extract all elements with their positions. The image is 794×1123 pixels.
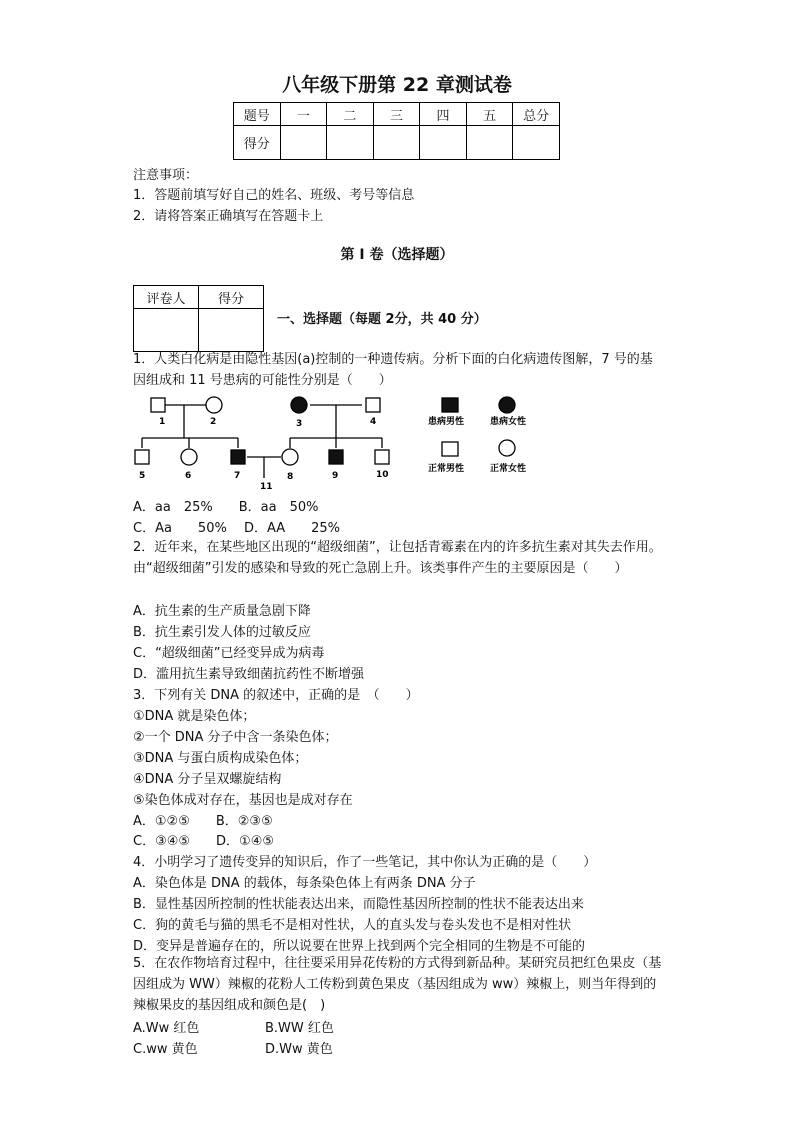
- pedigree-number: 7: [234, 471, 241, 481]
- pedigree-member-1: [151, 398, 165, 412]
- score-header-cell: 四: [420, 103, 467, 126]
- question-3-option-row: C．③④⑤ D．①④⑤: [133, 834, 275, 849]
- score-cell[interactable]: [466, 126, 513, 160]
- pedigree-chart: [130, 390, 550, 495]
- legend-label: 正常女性: [490, 464, 527, 474]
- question-5-option: A.Ww 红色: [133, 1021, 200, 1036]
- pedigree-member-4: [366, 398, 380, 412]
- question-3-option-row: A．①②⑤ B．②③⑤: [133, 814, 273, 829]
- score-header-cell: 题号: [234, 103, 281, 126]
- pedigree-member-9: [329, 450, 343, 464]
- pedigree-number: 4: [370, 417, 377, 427]
- pedigree-number: 5: [139, 471, 146, 481]
- question-3-statement: ③DNA 与蛋白质构成染色体；: [133, 751, 308, 766]
- pedigree-member-8: [282, 449, 298, 465]
- pedigree-number: 6: [185, 471, 192, 481]
- question-2-option: A．抗生素的生产质量急剧下降: [133, 604, 311, 619]
- pedigree-number: 8: [287, 472, 294, 482]
- pedigree-member-10: [375, 450, 389, 464]
- question-3-stem: 3．下列有关 DNA 的叙述中，正确的是 （ ）: [133, 688, 419, 703]
- question-3-statement: ①DNA 就是染色体；: [133, 709, 256, 724]
- question-1-option-row: A．aa 25% B．aa 50%: [133, 500, 319, 515]
- part-title: 一、选择题（每题 2分，共 40 分）: [277, 312, 487, 327]
- pedigree-number: 3: [296, 419, 303, 429]
- score-cell[interactable]: [513, 126, 560, 160]
- legend-normal-female-symbol: [499, 440, 515, 456]
- score-row-label: 得分: [234, 126, 281, 160]
- pedigree-member-5: [135, 450, 149, 464]
- pedigree-member-2: [206, 397, 222, 413]
- question-4-option: C．狗的黄毛与猫的黑毛不是相对性状，人的直头发与卷头发也不是相对性状: [133, 918, 572, 933]
- reviewer-table: [133, 285, 264, 352]
- question-3-statement: ⑤染色体成对存在，基因也是成对存在: [133, 793, 353, 808]
- volume-title: 第 I 卷（选择题）: [340, 247, 454, 263]
- question-5-stem: 5．在农作物培育过程中，往往要采用异花传粉的方式得到新品种。某研究员把红色果皮（基因组成为 WW）辣椒的花粉人工传粉到黄色果皮（基因组成为 ww）辣椒上，则当年得到的辣椒果皮的基因组成和颜色是( ): [133, 956, 662, 1013]
- pedigree-number: 9: [332, 471, 339, 481]
- reviewer-cell[interactable]: [199, 309, 264, 352]
- pedigree-number: 11: [260, 482, 273, 492]
- question-3-statement: ②一个 DNA 分子中含一条染色体；: [133, 730, 338, 745]
- score-cell[interactable]: [373, 126, 420, 160]
- question-1-stem: 1．人类白化病是由隐性基因(a)控制的一种遗传病。分析下面的白化病遗传图解，7 号的基因组成和 11 号患病的可能性分别是（ ）: [133, 352, 653, 388]
- legend-normal-male-symbol: [442, 442, 458, 456]
- score-cell[interactable]: [420, 126, 467, 160]
- legend-label: 患病女性: [490, 417, 527, 427]
- score-header-cell: 总分: [513, 103, 560, 126]
- page-title: 八年级下册第 22 章测试卷: [282, 74, 512, 96]
- pedigree-member-6: [181, 449, 197, 465]
- question-2-option: B．抗生素引发人体的过敏反应: [133, 625, 311, 640]
- reviewer-header: 评卷人: [134, 286, 199, 309]
- pedigree-number: 1: [159, 417, 166, 427]
- question-2-option: C．“超级细菌”已经变异成为病毒: [133, 646, 325, 661]
- question-4-option: B．显性基因所控制的性状能表达出来，而隐性基因所控制的性状不能表达出来: [133, 897, 584, 912]
- question-4-option: A．染色体是 DNA 的载体，每条染色体上有两条 DNA 分子: [133, 876, 476, 891]
- pedigree-number: 10: [376, 470, 389, 480]
- legend-label: 患病男性: [428, 417, 465, 427]
- question-3-statement: ④DNA 分子呈双螺旋结构: [133, 772, 282, 787]
- question-1-option-row: C．Aa 50% D．AA 25%: [133, 521, 341, 536]
- notice-item: 1．答题前填写好自己的姓名、班级、考号等信息: [133, 188, 415, 203]
- legend-affected-male-symbol: [442, 398, 458, 412]
- score-cell[interactable]: [327, 126, 374, 160]
- question-2-stem: 2．近年来，在某些地区出现的“超级细菌”，让包括青霉素在内的许多抗生素对其失去作用。由“超级细菌”引发的感染和导致的死亡急剧上升。该类事件产生的主要原因是（ ）: [133, 540, 662, 576]
- question-4-option: D．变异是普遍存在的，所以说要在世界上找到两个完全相同的生物是不可能的: [133, 939, 586, 954]
- score-table: [233, 102, 560, 160]
- score-cell[interactable]: [280, 126, 327, 160]
- question-2-option: D．滥用抗生素导致细菌抗药性不断增强: [133, 667, 365, 682]
- notice-heading: 注意事项：: [133, 168, 199, 183]
- score-header-cell: 一: [280, 103, 327, 126]
- score-header-cell: 二: [327, 103, 374, 126]
- pedigree-member-7: [231, 450, 245, 464]
- reviewer-cell[interactable]: [134, 309, 199, 352]
- pedigree-number: 2: [210, 417, 217, 427]
- question-5-option: B.WW 红色: [265, 1021, 334, 1036]
- legend-label: 正常男性: [428, 464, 465, 474]
- reviewer-header: 得分: [199, 286, 264, 309]
- question-5-option: C.ww 黄色: [133, 1042, 198, 1057]
- score-header-cell: 五: [466, 103, 513, 126]
- legend-affected-female-symbol: [499, 397, 515, 413]
- question-4-stem: 4．小明学习了遗传变异的知识后，作了一些笔记，其中你认为正确的是（ ）: [133, 855, 597, 870]
- notice-item: 2．请将答案正确填写在答题卡上: [133, 209, 324, 224]
- question-5-option: D.Ww 黄色: [265, 1042, 333, 1057]
- pedigree-member-3: [291, 397, 307, 413]
- score-header-cell: 三: [373, 103, 420, 126]
